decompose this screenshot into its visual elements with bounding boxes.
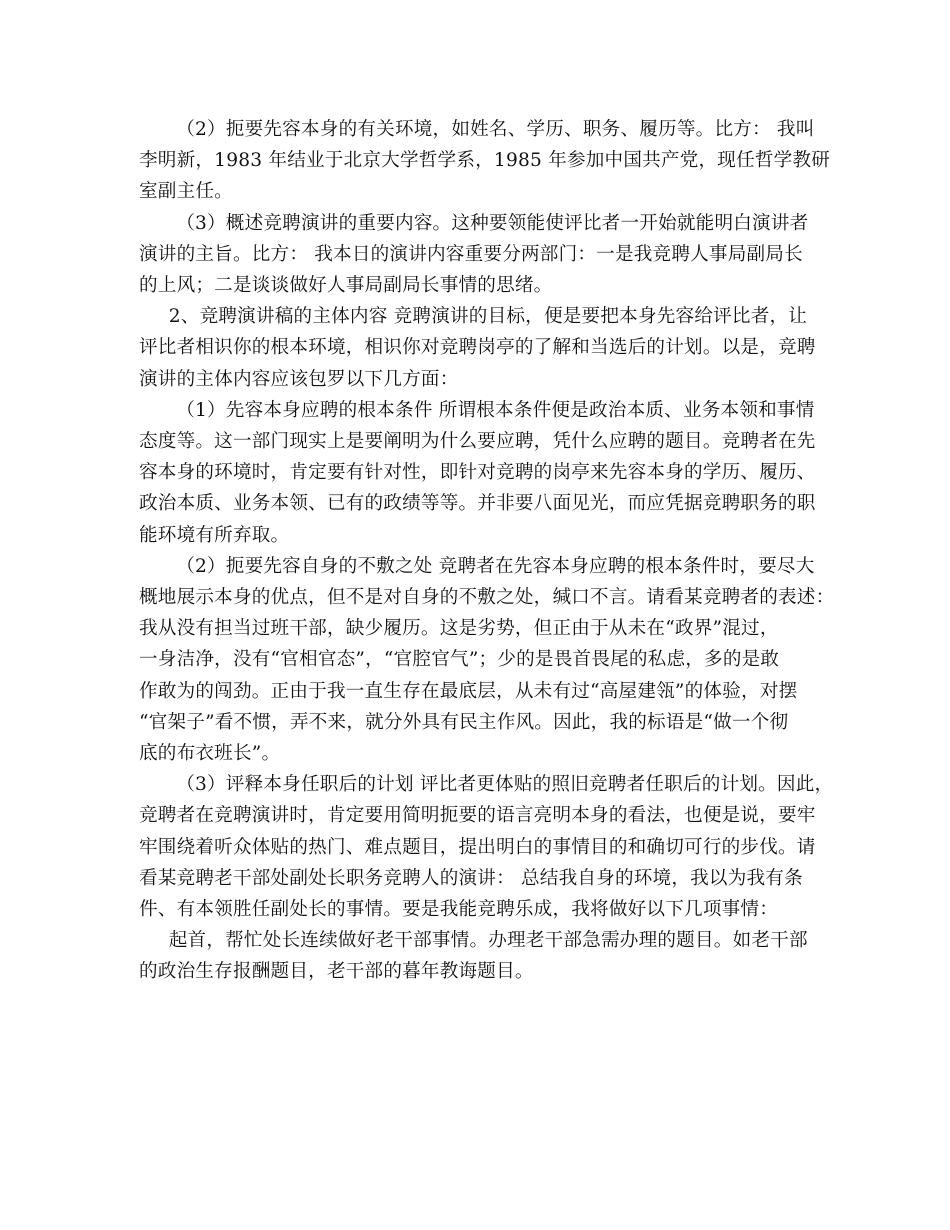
text-line: （2）扼要先容自身的不敷之处 竞聘者在先容本身应聘的根本条件时，要尽大 xyxy=(176,555,815,577)
text-line: 我从没有担当过班干部，缺少履历。这是劣势，但正由于从未在“政界”混过， xyxy=(139,618,779,640)
text-line: 作敢为的闯劲。正由于我一直生存在最底层，从未有过“高屋建瓴”的体验，对摆 xyxy=(139,680,798,702)
text-line: 李明新，1983 年结业于北京大学哲学系，1985 年参加中国共产党，现任哲学教研 xyxy=(139,150,831,172)
paragraph-main-content-heading xyxy=(139,301,815,395)
text-line: 看某竞聘老干部处副处长职务竞聘人的演讲： 总结我自身的环境，我以为我有条 xyxy=(139,867,803,889)
text-line: 概地展示本身的优点，但不是对自身的不敷之处，缄口不言。请看某竞聘者的表述： xyxy=(139,587,835,609)
text-line: 起首，帮忙处长连续做好老干部事情。办理老干部急需办理的题目。如老干部 xyxy=(168,930,808,952)
text-line: 牢围绕着听众体贴的热门、难点题目，提出明白的事情目的和确切可行的步伐。请 xyxy=(139,836,816,858)
paragraph-speech-overview xyxy=(139,208,815,302)
text-line: （1）先容本身应聘的根本条件 所谓根本条件便是政治本质、业务本领和事情 xyxy=(176,399,815,421)
text-line: “官架子”看不惯，弄不来，就分外具有民主作风。因此，我的标语是“做一个彻 xyxy=(139,711,789,733)
text-line: （3）评释本身任职后的计划 评比者更体贴的照旧竞聘者任职后的计划。因此， xyxy=(176,774,834,796)
text-line: 一身洁净，没有“官相官态”，“官腔官气”；少的是畏首畏尾的私虑，多的是敢 xyxy=(139,649,780,671)
text-line: 态度等。这一部门现实上是要阐明为什么要应聘，凭什么应聘的题目。竞聘者在先 xyxy=(139,431,816,453)
text-line: 能环境有所弃取。 xyxy=(139,524,290,546)
document-body xyxy=(139,114,835,988)
text-line: 评比者相识你的根本环境，相识你对竞聘岗亭的了解和当选后的计划。以是，竞聘 xyxy=(139,337,816,359)
text-line: 容本身的环境时，肯定要有针对性，即针对竞聘的岗亭来先容本身的学历、履历、 xyxy=(139,462,816,484)
text-line: 竞聘者在竞聘演讲时，肯定要用简明扼要的语言亮明本身的看法，也便是说，要牢 xyxy=(139,805,816,827)
text-line: （2）扼要先容本身的有关环境，如姓名、学历、职务、履历等。比方： 我叫 xyxy=(176,119,815,140)
text-line: 政治本质、业务本领、已有的政绩等等。并非要八面见光，而应凭据竞聘职务的职 xyxy=(139,493,816,515)
text-line: （3）概述竞聘演讲的重要内容。这种要领能使评比者一开始就能明白演讲者 xyxy=(176,212,809,234)
text-line: 的上风；二是谈谈做好人事局副局长事情的思绪。 xyxy=(139,275,553,297)
paragraph-post-appointment-plan xyxy=(139,769,834,925)
text-line: 室副主任。 xyxy=(139,181,233,203)
text-line: 件、有本领胜任副处长的事情。要是我能竞聘乐成，我将做好以下几项事情： xyxy=(139,899,778,921)
text-line: 2、竞聘演讲稿的主体内容 竞聘演讲的目标，便是要把本身先容给评比者，让 xyxy=(168,306,808,328)
text-line: 的政治生存报酬题目，老干部的暮年教诲题目。 xyxy=(139,961,534,983)
paragraph-basic-conditions xyxy=(139,395,815,551)
paragraph-self-introduction xyxy=(139,114,831,208)
text-line: 底的布衣班长”。 xyxy=(139,743,281,765)
paragraph-first-task xyxy=(139,925,815,987)
text-line: 演讲的主体内容应该包罗以下几方面： xyxy=(139,368,459,390)
paragraph-shortcomings xyxy=(139,551,835,769)
text-line: 演讲的主旨。比方： 我本日的演讲内容重要分两部门：一是我竞聘人事局副局长 xyxy=(139,243,803,265)
